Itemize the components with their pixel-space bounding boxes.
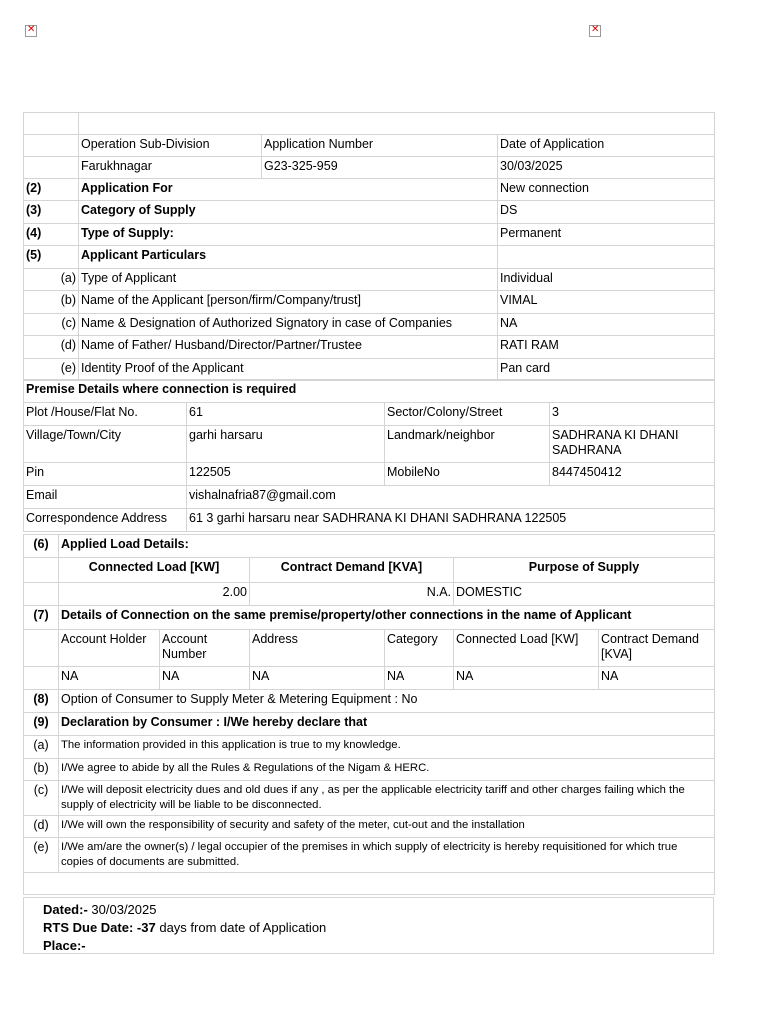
premise-title: Premise Details where connection is required: [24, 380, 715, 403]
declaration-item: I/We will deposit electricity dues and old dues if any , as per the applicable electricity tariff and other charges failing which the supply of electricity will be liable to be disconnected.: [59, 781, 715, 816]
account-holder-header: Account Holder: [59, 630, 160, 667]
declaration-item: I/We am/are the owner(s) / legal occupier of the premises in which supply of electricity is hereby requisitioned for which true copies of documents are submitted.: [59, 838, 715, 873]
type-of-supply-label: Type of Supply:: [79, 224, 498, 246]
father-name-value: RATI RAM: [498, 336, 715, 359]
rts-label: RTS Due Date:: [43, 920, 134, 935]
plot-label: Plot /House/Flat No.: [24, 403, 187, 426]
item-letter: (a): [24, 269, 79, 291]
village-label: Village/Town/City: [24, 426, 187, 463]
authorized-signatory-value: NA: [498, 314, 715, 336]
dated-label: Dated:-: [43, 902, 88, 917]
sector-label: Sector/Colony/Street: [385, 403, 550, 426]
declaration-title: Declaration by Consumer : I/We hereby declare that: [59, 713, 715, 736]
mobile-value: 8447450412: [550, 463, 715, 486]
date-of-application-label: Date of Application: [498, 135, 715, 157]
item-letter: (c): [24, 314, 79, 336]
other-conn-section-number: (7): [24, 606, 59, 630]
category-of-supply-value: DS: [498, 201, 715, 224]
footer-box: [23, 897, 714, 954]
sector-value: 3: [550, 403, 715, 426]
applicant-particulars-value: [498, 246, 715, 269]
applicant-name-value: VIMAL: [498, 291, 715, 314]
section-number: (2): [24, 179, 79, 201]
purpose-of-supply-value: DOMESTIC: [454, 583, 715, 606]
type-of-supply-value: Permanent: [498, 224, 715, 246]
rts-value: -37: [136, 920, 156, 935]
subdivision-label: Operation Sub-Division: [79, 135, 262, 157]
date-of-application-value: 30/03/2025: [498, 157, 715, 179]
category-of-supply-label: Category of Supply: [79, 201, 498, 224]
purpose-of-supply-header: Purpose of Supply: [454, 558, 715, 583]
applicant-particulars-label: Applicant Particulars: [79, 246, 498, 269]
item-letter: (d): [24, 336, 79, 359]
application-number-label: Application Number: [262, 135, 498, 157]
declaration-letter: (b): [24, 759, 59, 781]
village-value: garhi harsaru: [187, 426, 385, 463]
authorized-signatory-label: Name & Designation of Authorized Signatory in case of Companies: [79, 314, 498, 336]
place-line: [43, 937, 713, 955]
load-declaration-table: [23, 534, 715, 895]
broken-image-icon-left: [25, 25, 37, 37]
subdivision-value: Farukhnagar: [79, 157, 262, 179]
category-value: NA: [385, 667, 454, 690]
declaration-letter: (e): [24, 838, 59, 873]
application-for-label: Application For: [79, 179, 498, 201]
other-conn-title: Details of Connection on the same premise/property/other connections in the name of Applicant: [59, 606, 715, 630]
account-number-value: NA: [160, 667, 250, 690]
mobile-label: MobileNo: [385, 463, 550, 486]
account-number-header: Account Number: [160, 630, 250, 667]
declaration-item: I/We agree to abide by all the Rules & Regulations of the Nigam & HERC.: [59, 759, 715, 781]
landmark-label: Landmark/neighbor: [385, 426, 550, 463]
place-label: Place:-: [43, 938, 86, 953]
premise-table: [23, 379, 715, 532]
address-header: Address: [250, 630, 385, 667]
address-value: NA: [250, 667, 385, 690]
identity-proof-label: Identity Proof of the Applicant: [79, 359, 498, 381]
load-section-number: (6): [24, 535, 59, 558]
dated-line: [43, 901, 713, 919]
type-of-applicant-label: Type of Applicant: [79, 269, 498, 291]
pin-label: Pin: [24, 463, 187, 486]
item-letter: (b): [24, 291, 79, 314]
email-label: Email: [24, 486, 187, 509]
declaration-item: I/We will own the responsibility of security and safety of the meter, cut-out and the installation: [59, 816, 715, 838]
contract-demand-header: Contract Demand [KVA]: [250, 558, 454, 583]
connected-load-value: 2.00: [59, 583, 250, 606]
category-header: Category: [385, 630, 454, 667]
connected-load-value: NA: [454, 667, 599, 690]
declaration-letter: (c): [24, 781, 59, 816]
rts-suffix: days from date of Application: [159, 920, 327, 935]
declaration-item: The information provided in this application is true to my knowledge.: [59, 736, 715, 759]
section-number: (3): [24, 201, 79, 224]
connected-load-header: Connected Load [KW]: [454, 630, 599, 667]
correspondence-address-value: 61 3 garhi harsaru near SADHRANA KI DHANI SADHRANA 122505: [187, 509, 715, 532]
connected-load-header: Connected Load [KW]: [59, 558, 250, 583]
account-holder-value: NA: [59, 667, 160, 690]
rts-line: [43, 919, 713, 937]
application-number-value: G23-325-959: [262, 157, 498, 179]
declaration-letter: (a): [24, 736, 59, 759]
load-title: Applied Load Details:: [59, 535, 715, 558]
section-number: (4): [24, 224, 79, 246]
applicant-name-label: Name of the Applicant [person/firm/Company/trust]: [79, 291, 498, 314]
correspondence-address-label: Correspondence Address: [24, 509, 187, 532]
item-letter: (e): [24, 359, 79, 381]
declaration-section-number: (9): [24, 713, 59, 736]
meter-section-number: (8): [24, 690, 59, 713]
contract-demand-value: NA: [599, 667, 715, 690]
contract-demand-value: N.A.: [250, 583, 454, 606]
identity-proof-value: Pan card: [498, 359, 715, 381]
type-of-applicant-value: Individual: [498, 269, 715, 291]
meter-option-text: Option of Consumer to Supply Meter & Metering Equipment : No: [59, 690, 715, 713]
broken-image-icon-right: [589, 25, 601, 37]
declaration-letter: (d): [24, 816, 59, 838]
plot-value: 61: [187, 403, 385, 426]
application-for-value: New connection: [498, 179, 715, 201]
application-table: [23, 112, 715, 381]
contract-demand-header: Contract Demand [KVA]: [599, 630, 715, 667]
dated-value: 30/03/2025: [91, 902, 157, 917]
section-number: (5): [24, 246, 79, 269]
father-name-label: Name of Father/ Husband/Director/Partner/Trustee: [79, 336, 498, 359]
landmark-value: SADHRANA KI DHANI SADHRANA: [550, 426, 715, 463]
pin-value: 122505: [187, 463, 385, 486]
email-value: vishalnafria87@gmail.com: [187, 486, 715, 509]
